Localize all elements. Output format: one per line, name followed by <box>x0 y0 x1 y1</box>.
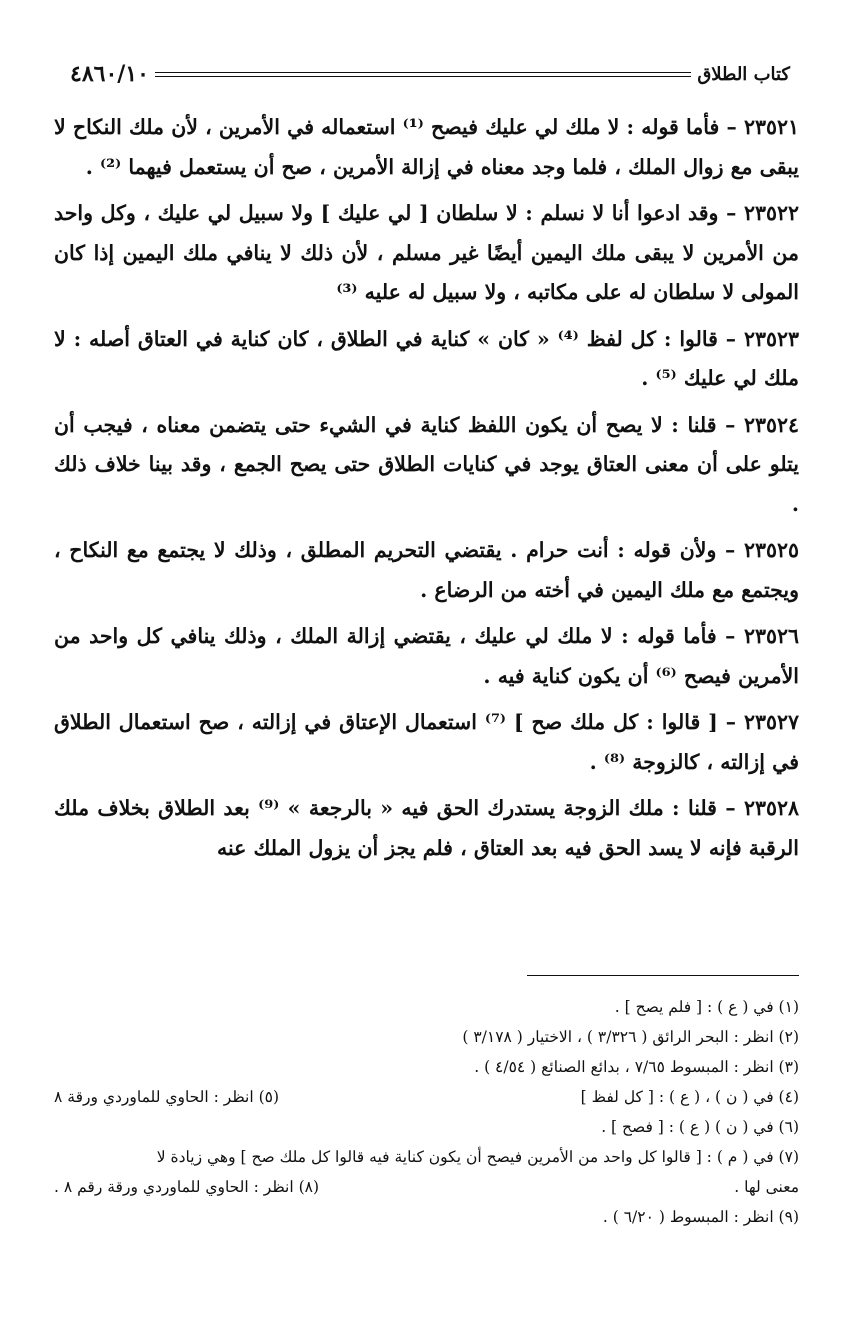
paragraph-number: ٢٣٥٢٤ <box>743 412 799 437</box>
footnotes <box>54 992 799 1232</box>
paragraph-23522 <box>54 194 799 313</box>
paragraph-number: ٢٣٥٢٢ <box>743 201 799 225</box>
footnote-1: (١) في ( ع ) : [ فلم يصح ] . <box>614 998 799 1016</box>
footnote-8: (٨) انظر : الحاوي للماوردي ورقة رقم ٨ . <box>54 1178 320 1196</box>
paragraph-text: – فأما قوله : لا ملك لي عليك ، يقتضي إزالة الملك ، وذلك ينافي كل واحد من الأمرين فيصح ⁽⁶⁾ أن يكون كناية فيه . <box>54 624 799 688</box>
footnote-2: (٢) انظر : البحر الرائق ( ٣/٣٢٦ ) ، الاختيار ( ٣/١٧٨ ) <box>462 1028 799 1046</box>
paragraph-number: ٢٣٥٢٨ <box>743 796 799 820</box>
footnote-3: (٣) انظر : المبسوط ٧/٦٥ ، بدائع الصنائع ( ٤/٥٤ ) . <box>474 1058 799 1076</box>
paragraph-text: – فأما قوله : لا ملك لي عليك فيصح ⁽¹⁾ استعماله في الأمرين ، لأن ملك النكاح لا يبقى مع زوال الملك ، فلما وجد معناه في إزالة الأمرين ، صح أن يستعمل فيهما ⁽²⁾ . <box>54 115 799 179</box>
header-rule <box>155 72 691 77</box>
footnote-6: (٦) في ( ن ) ( ع ) : [ فصح ] . <box>601 1118 799 1136</box>
footnote-separator <box>527 975 799 976</box>
paragraph-23526 <box>54 617 799 696</box>
paragraph-text: – قالوا : كل لفظ ⁽⁴⁾ « كان » كناية في الطلاق ، كان كناية في العتاق أصله : لا ملك لي عليك ⁽⁵⁾ . <box>54 326 799 390</box>
paragraph-text: – ولأن قوله : أنت حرام . يقتضي التحريم المطلق ، وذلك لا يجتمع مع النكاح ، ويجتمع مع ملك اليمين في أخته من الرضاع . <box>54 538 799 602</box>
paragraph-text: – وقد ادعوا أنا لا نسلم : لا سلطان [ لي عليك ] ولا سبيل لي عليك ، وكل واحد من الأمرين لا يبقى ملك اليمين أيضًا غير مسلم ، لأن ذلك لا ينافي ملك اليمين إذا كان المولى لا سلطان له على مكاتبه ، ولا سبيل له عليه ⁽³⁾ <box>54 201 799 304</box>
paragraph-text: – قلنا : لا يصح أن يكون اللفظ كناية في الشيء حتى يتضمن معناه ، فيجب أن يتلو على أن معنى العتاق يوجد في كنايات الطلاق حتى يصح الجمع ، وقد بينا خلاف ذلك . <box>54 412 799 516</box>
paragraph-number: ٢٣٥٢٦ <box>743 624 799 648</box>
page-number: ٤٨٦٠/١٠ <box>70 61 149 87</box>
book-title: كتاب الطلاق <box>697 63 790 85</box>
main-text <box>54 108 799 875</box>
paragraph-23521 <box>54 108 799 187</box>
footnote-4: (٤) في ( ن ) ، ( ع ) : [ كل لفظ ] <box>580 1088 799 1106</box>
paragraph-text: – [ قالوا : كل ملك صح ] ⁽⁷⁾ استعمال الإعتاق في إزالته ، صح استعمال الطلاق في إزالته ، كالزوجة ⁽⁸⁾ . <box>54 710 799 774</box>
paragraph-number: ٢٣٥٢١ <box>743 115 799 139</box>
footnote-5: (٥) انظر : الحاوي للماوردي ورقة ٨ <box>54 1088 280 1106</box>
running-header <box>62 56 798 92</box>
footnote-row-4-5 <box>54 1082 799 1112</box>
paragraph-text: – قلنا : ملك الزوجة يستدرك الحق فيه « بالرجعة » ⁽⁹⁾ بعد الطلاق بخلاف ملك الرقبة فإنه لا يسد الحق فيه بعد العتاق ، فلم يجز أن يزول الملك عنه <box>54 796 799 860</box>
footnote-7-continued: معنى لها . <box>734 1178 799 1196</box>
paragraph-23528 <box>54 789 799 868</box>
paragraph-23523 <box>54 320 799 399</box>
paragraph-23524 <box>54 406 799 525</box>
footnote-9: (٩) انظر : المبسوط ( ٦/٢٠ ) . <box>602 1208 799 1226</box>
footnote-row-7-8 <box>54 1172 799 1202</box>
paragraph-23525 <box>54 531 799 610</box>
paragraph-number: ٢٣٥٢٧ <box>743 710 799 734</box>
paragraph-23527 <box>54 703 799 782</box>
footnote-7: (٧) في ( م ) : [ قالوا كل واحد من الأمرين فيصح أن يكون كناية فيه قالوا كل ملك صح ] وهي زيادة لا <box>156 1148 799 1166</box>
paragraph-number: ٢٣٥٢٥ <box>743 538 799 562</box>
paragraph-number: ٢٣٥٢٣ <box>743 326 800 351</box>
